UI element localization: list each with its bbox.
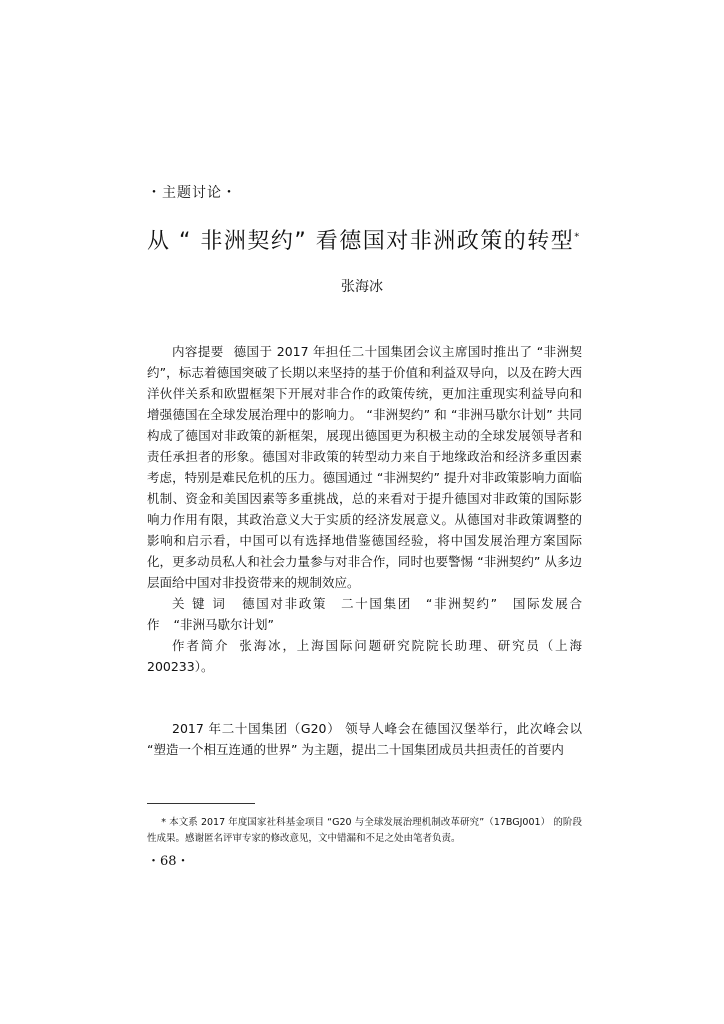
article-title-text: 从 “ 非洲契约” 看德国对非洲政策的转型 bbox=[147, 229, 575, 254]
author-bio-text: 张海冰，上海国际问题研究院院长助理、研究员（上海 200233）。 bbox=[147, 638, 582, 674]
footnote-paragraph bbox=[147, 815, 582, 847]
keyword: 国际发展合作 bbox=[147, 596, 582, 632]
keywords-label: 关键词 bbox=[172, 596, 233, 611]
body-paragraph: 2017 年二十国集团（G20） 领导人峰会在德国汉堡举行，此次峰会以 “塑造一个相互连通的世界” 为主题，提出二十国集团成员共担责任的首要内 bbox=[147, 721, 582, 757]
abstract-block bbox=[147, 341, 582, 677]
keyword: “非洲契约” bbox=[425, 596, 498, 611]
keyword: 二十国集团 bbox=[341, 596, 412, 611]
footnote bbox=[147, 815, 582, 847]
section-tag: ・主题讨论・ bbox=[147, 185, 237, 201]
keywords-paragraph bbox=[147, 593, 582, 635]
keyword: “非洲马歇尔计划” bbox=[173, 617, 274, 632]
abstract-paragraph bbox=[147, 341, 582, 593]
footnote-divider bbox=[147, 803, 255, 804]
keyword: 德国对非政策 bbox=[242, 596, 328, 611]
body-text bbox=[147, 718, 582, 760]
footnote-text: 本文系 2017 年度国家社科基金项目 “G20 与全球发展治理机制改革研究”（17BGJ001） 的阶段性成果。感谢匿名评审专家的修改意见，文中错漏和不足之处由笔者负责。 bbox=[147, 817, 582, 844]
author-name: 张海冰 bbox=[341, 279, 383, 295]
footnote-marker: * bbox=[161, 817, 166, 828]
author-bio-paragraph bbox=[147, 635, 582, 677]
title-footnote-marker: * bbox=[574, 231, 580, 243]
abstract-label: 内容提要 bbox=[172, 344, 224, 359]
author-bio-label: 作者简介 bbox=[172, 638, 230, 653]
abstract-text: 德国于 2017 年担任二十国集团会议主席国时推出了 “非洲契约”，标志着德国突破了长期以来坚持的基于价值和利益双导向，以及在跨大西洋伙伴关系和欧盟框架下开展对非合作的政策传统，更加注重现实利益导向和增强德国在全球发展治理中的影响力。 “非洲契约” 和 “非洲马歇尔计划” 共同构成了德国对非政策的新框架，展现出德国更为积极主动的全球发展领导者和责任承担者的形象。德国对非政策的转型动力来自于地缘政治和经济多重因素考虑，特别是难民危机的压力。德国通过 “非洲契约” 提升对非政策影响力面临机制、资金和美国因素等多重挑战，总的来看对于提升德国对非政策的国际影响力作用有限，其政治意义大于实质的经济发展意义。从德国对非政策调整的影响和启示看，中国可以有选择地借鉴德国经验，将中国发展治理方案国际化，更多动员私人和社会力量参与对非合作，同时也要警惕 “非洲契约” 从多边层面给中国对非投资带来的规制效应。 bbox=[147, 344, 582, 590]
article-title bbox=[147, 224, 597, 255]
page-number: ・68・ bbox=[147, 854, 190, 869]
